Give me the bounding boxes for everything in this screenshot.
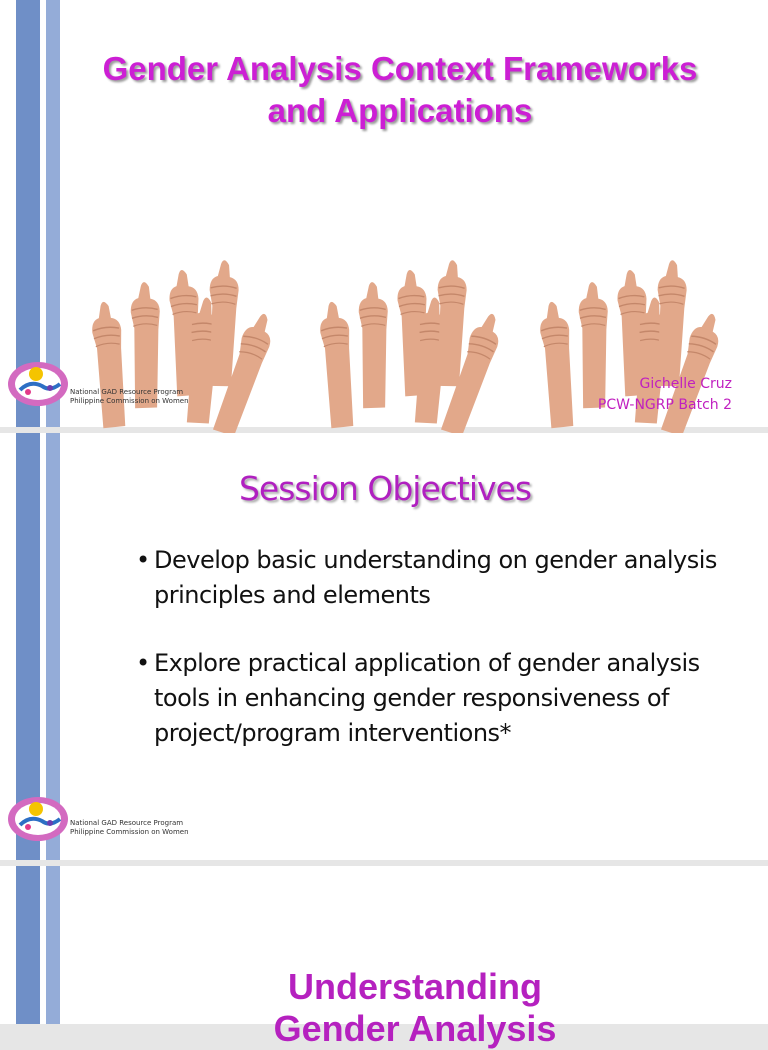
- slide-title: Session Objectives: [238, 469, 532, 508]
- list-item: • Develop basic understanding on gender analysis principles and elements: [136, 543, 746, 613]
- thumbs-up-hands-photo: [82, 250, 744, 368]
- slide-title: Gender Analysis Context Frameworks and Applications: [102, 50, 698, 129]
- objectives-list: [136, 543, 746, 784]
- org-line-2: Philippine Commission on Women: [70, 828, 189, 836]
- org-line-1: National GAD Resource Program: [70, 819, 184, 827]
- org-line-2: Philippine Commission on Women: [70, 397, 189, 405]
- slide-sidebar: [0, 866, 62, 1024]
- slide-3: [0, 866, 768, 1049]
- ngrp-logo: [6, 358, 70, 410]
- slide-title: Understanding Gender Analysis: [273, 966, 557, 1049]
- author-name: Gichelle Cruz: [639, 376, 732, 392]
- list-item: • Explore practical application of gender analysis tools in enhancing gender responsiveness of project/program interventions*: [136, 646, 746, 751]
- ngrp-logo: [6, 793, 70, 845]
- slide-2: [0, 433, 768, 860]
- org-line-1: National GAD Resource Program: [70, 388, 184, 396]
- slide-1: [0, 0, 768, 427]
- author-batch: PCW-NGRP Batch 2: [597, 397, 732, 413]
